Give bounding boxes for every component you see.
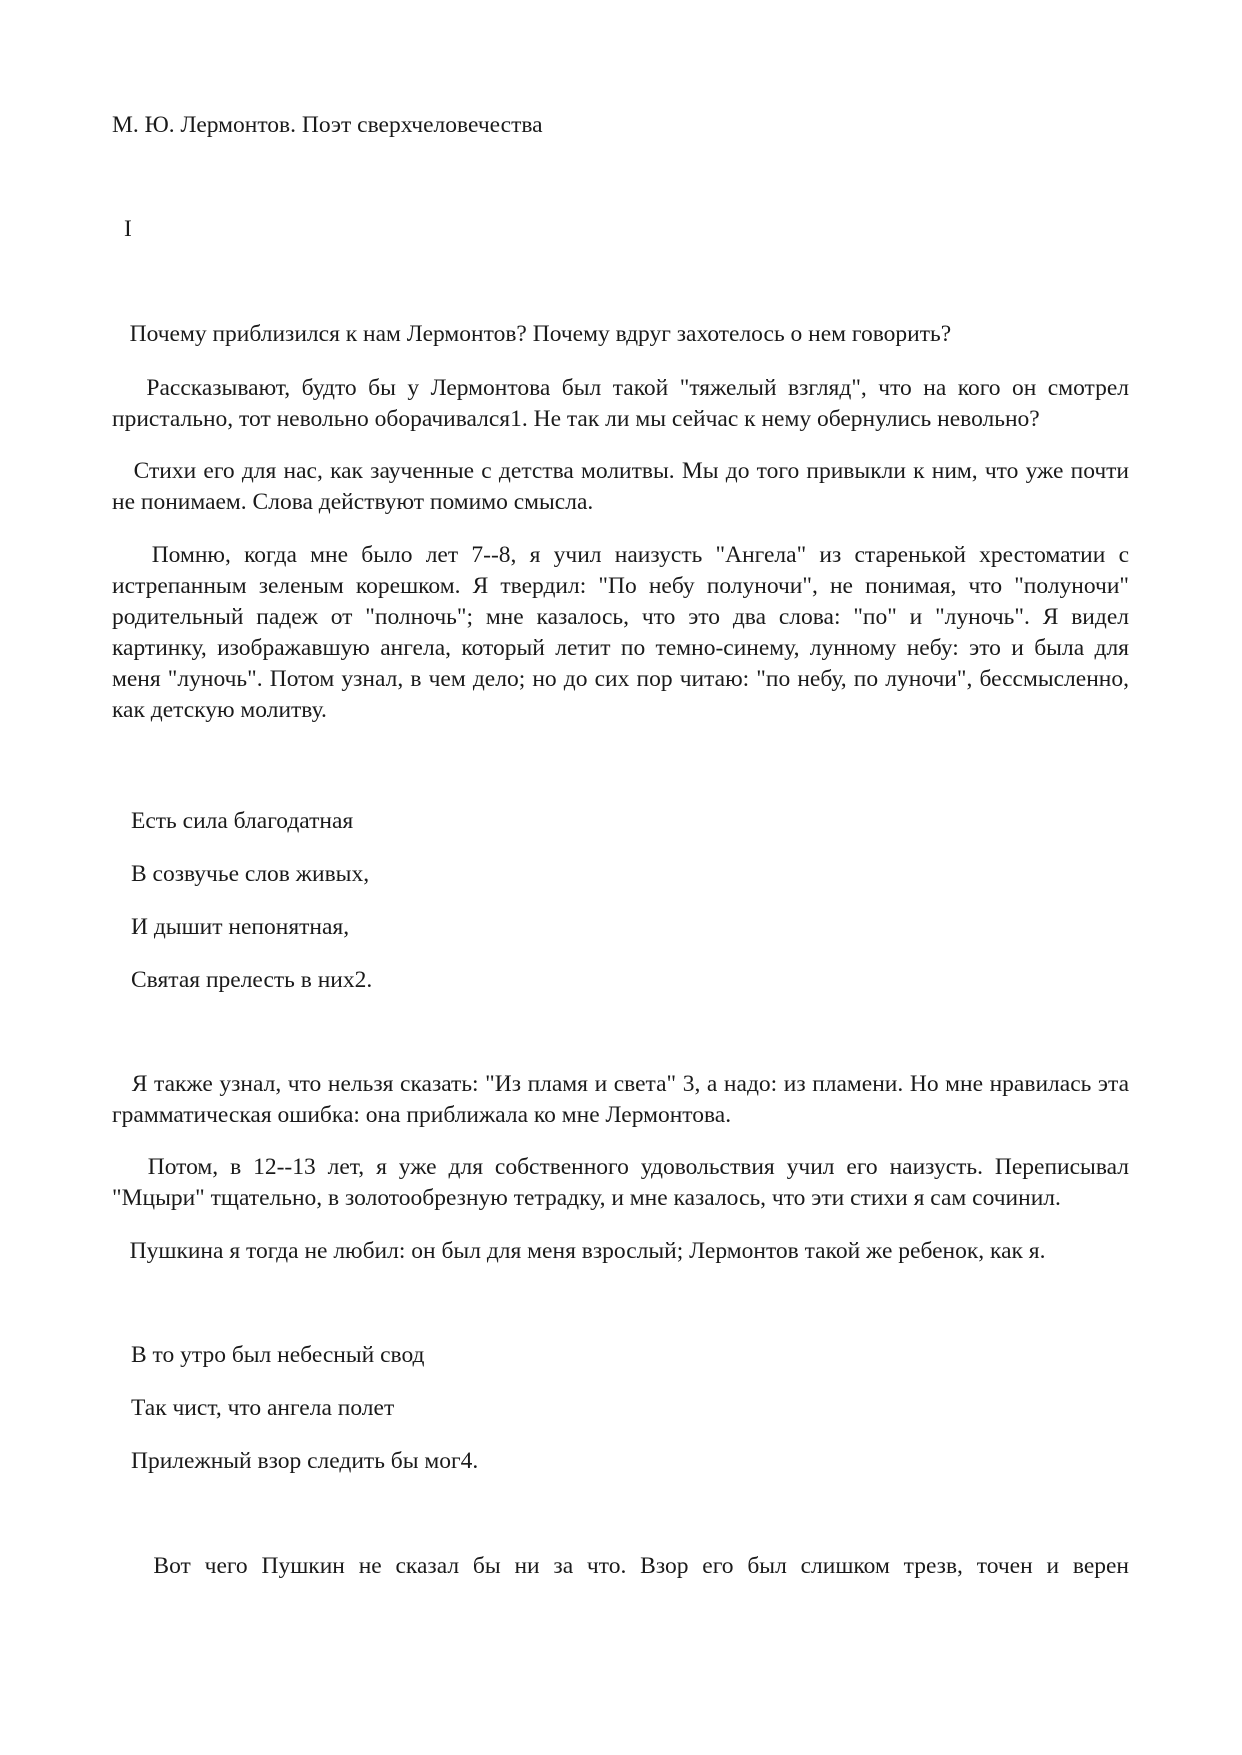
poem-line: В то утро был небесный свод <box>131 1342 425 1368</box>
paragraph-7: Пушкина я тогда не любил: он был для меня взрослый; Лермонтов такой же ребенок, как я. <box>112 1238 1046 1264</box>
poem-line: Святая прелесть в них2. <box>131 967 373 993</box>
poem-line: И дышит непонятная, <box>131 914 350 940</box>
document-title: М. Ю. Лермонтов. Поэт сверхчеловечества <box>112 112 543 138</box>
paragraph-4: Помню, когда мне было лет 7--8, я учил наизусть "Ангела" из старенькой хрестоматии с истрепанным зеленым корешком. Я твердил: "По небу полуночи", не понимая, что "полуночи" родительный падеж от "полночь"; мне казалось, что это два слова: "по" и "луночь". Я видел картинку, изображавшую ангела, который летит по темно-синему, лунному небу: это и была для меня "луночь". Потом узнал, в чем дело; но до сих пор читаю: "по небу, по луночи", бессмысленно, как детскую молитву. <box>112 542 1135 723</box>
poem-line: Есть сила благодатная <box>131 808 354 834</box>
paragraph-3: Стихи его для нас, как заученные с детства молитвы. Мы до того привыкли к ним, что уже почти не понимаем. Слова действуют помимо смысла. <box>112 458 1135 515</box>
paragraph-2: Рассказывают, будто бы у Лермонтова был такой "тяжелый взгляд", что на кого он смотрел пристально, тот невольно оборачивался1. Не так ли мы сейчас к нему обернулись невольно? <box>112 375 1135 432</box>
paragraph-8: Вот чего Пушкин не сказал бы ни за что. Взор его был слишком трезв, точен и верен <box>112 1553 1129 1579</box>
chapter-number: I <box>124 216 132 242</box>
paragraph-1: Почему приблизился к нам Лермонтов? Почему вдруг захотелось о нем говорить? <box>112 321 952 347</box>
poem-line: Так чист, что ангела полет <box>131 1395 395 1421</box>
paragraph-5: Я также узнал, что нельзя сказать: "Из пламя и света" 3, а надо: из пламени. Но мне нравилась эта грамматическая ошибка: она приближала ко мне Лермонтова. <box>112 1071 1135 1128</box>
paragraph-6: Потом, в 12--13 лет, я уже для собственного удовольствия учил его наизусть. Переписывал "Мцыри" тщательно, в золотообрезную тетрадку, и мне казалось, что эти стихи я сам сочинил. <box>112 1154 1135 1211</box>
poem-line: В созвучье слов живых, <box>131 861 370 887</box>
poem-line: Прилежный взор следить бы мог4. <box>131 1448 479 1474</box>
